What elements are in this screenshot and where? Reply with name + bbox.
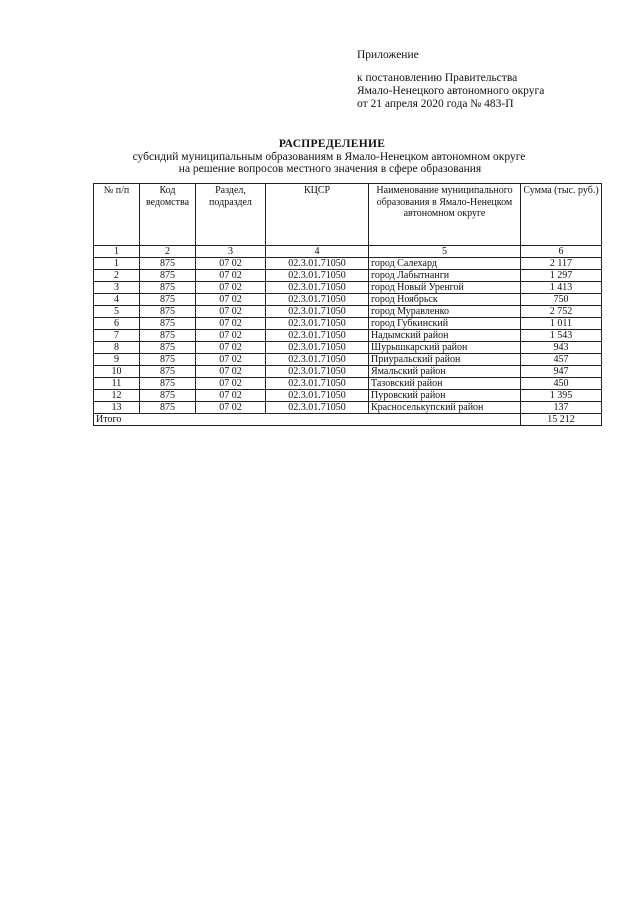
kcsr-code: 02.3.01.71050	[266, 258, 369, 270]
row-number: 7	[94, 330, 140, 342]
header-municipality: Наименование муниципального образования в Ямало-Ненецком автономном округе	[369, 184, 521, 246]
department-code: 875	[140, 390, 196, 402]
kcsr-code: 02.3.01.71050	[266, 282, 369, 294]
table-row	[94, 330, 602, 342]
kcsr-code: 02.3.01.71050	[266, 318, 369, 330]
municipality-name: город Муравленко	[369, 306, 521, 318]
amount: 457	[521, 354, 602, 366]
amount: 450	[521, 378, 602, 390]
section-code: 07 02	[196, 342, 266, 354]
total-label: Итого	[94, 414, 521, 426]
column-number: 3	[196, 246, 266, 258]
document-heading	[0, 138, 640, 176]
table-row	[94, 366, 602, 378]
row-number: 8	[94, 342, 140, 354]
table-row	[94, 258, 602, 270]
department-code: 875	[140, 366, 196, 378]
table-row	[94, 294, 602, 306]
header-number: № п/п	[94, 184, 140, 246]
header-department-code: Код ведомства	[140, 184, 196, 246]
department-code: 875	[140, 294, 196, 306]
row-number: 1	[94, 258, 140, 270]
row-number: 11	[94, 378, 140, 390]
amount: 2 752	[521, 306, 602, 318]
row-number: 9	[94, 354, 140, 366]
column-number-row	[94, 246, 602, 258]
department-code: 875	[140, 402, 196, 414]
attachment-resolution-line: к постановлению Правительства	[357, 72, 518, 84]
municipality-name: Тазовский район	[369, 378, 521, 390]
column-number: 2	[140, 246, 196, 258]
kcsr-code: 02.3.01.71050	[266, 378, 369, 390]
amount: 137	[521, 402, 602, 414]
row-number: 6	[94, 318, 140, 330]
attachment-label: Приложение	[357, 49, 419, 61]
municipality-name: город Салехард	[369, 258, 521, 270]
document-title: РАСПРЕДЕЛЕНИЕ	[278, 138, 386, 150]
amount: 1 413	[521, 282, 602, 294]
kcsr-code: 02.3.01.71050	[266, 270, 369, 282]
department-code: 875	[140, 330, 196, 342]
amount: 1 011	[521, 318, 602, 330]
section-code: 07 02	[196, 258, 266, 270]
municipality-name: Пуровский район	[369, 390, 521, 402]
municipality-name: Приуральский район	[369, 354, 521, 366]
total-row	[94, 414, 602, 426]
attachment-date-line: от 21 апреля 2020 года № 483-П	[357, 98, 514, 110]
municipality-name: город Ноябрьск	[369, 294, 521, 306]
column-number: 4	[266, 246, 369, 258]
section-code: 07 02	[196, 390, 266, 402]
column-number: 1	[94, 246, 140, 258]
header-section: Раздел, подраздел	[196, 184, 266, 246]
kcsr-code: 02.3.01.71050	[266, 330, 369, 342]
municipality-name: Надымский район	[369, 330, 521, 342]
table-header-row	[94, 184, 602, 246]
table-row	[94, 354, 602, 366]
department-code: 875	[140, 354, 196, 366]
kcsr-code: 02.3.01.71050	[266, 306, 369, 318]
kcsr-code: 02.3.01.71050	[266, 402, 369, 414]
municipality-name: Шурышкарский район	[369, 342, 521, 354]
row-number: 3	[94, 282, 140, 294]
document-subtitle-line1: субсидий муниципальным образованиям в Ямало-Ненецком автономном округе	[132, 150, 526, 163]
attachment-region-line: Ямало-Ненецкого автономного округа	[357, 85, 545, 97]
amount: 943	[521, 342, 602, 354]
row-number: 10	[94, 366, 140, 378]
section-code: 07 02	[196, 402, 266, 414]
kcsr-code: 02.3.01.71050	[266, 342, 369, 354]
department-code: 875	[140, 270, 196, 282]
section-code: 07 02	[196, 294, 266, 306]
department-code: 875	[140, 306, 196, 318]
table-row	[94, 378, 602, 390]
amount: 1 297	[521, 270, 602, 282]
amount: 750	[521, 294, 602, 306]
municipality-name: Ямальский район	[369, 366, 521, 378]
department-code: 875	[140, 342, 196, 354]
table-row	[94, 282, 602, 294]
header-kcsr: КЦСР	[266, 184, 369, 246]
table-row	[94, 402, 602, 414]
table-row	[94, 342, 602, 354]
department-code: 875	[140, 378, 196, 390]
section-code: 07 02	[196, 378, 266, 390]
table-row	[94, 390, 602, 402]
department-code: 875	[140, 282, 196, 294]
attachment-block	[357, 49, 544, 111]
section-code: 07 02	[196, 366, 266, 378]
column-number: 6	[521, 246, 602, 258]
municipality-name: город Лабытнанги	[369, 270, 521, 282]
section-code: 07 02	[196, 354, 266, 366]
kcsr-code: 02.3.01.71050	[266, 390, 369, 402]
row-number: 2	[94, 270, 140, 282]
table-row	[94, 306, 602, 318]
section-code: 07 02	[196, 318, 266, 330]
amount: 1 395	[521, 390, 602, 402]
section-code: 07 02	[196, 330, 266, 342]
section-code: 07 02	[196, 270, 266, 282]
row-number: 5	[94, 306, 140, 318]
document-subtitle-line2: на решение вопросов местного значения в сфере образования	[178, 163, 482, 175]
municipality-name: город Губкинский	[369, 318, 521, 330]
header-amount: Сумма (тыс. руб.)	[521, 184, 602, 246]
table-row	[94, 270, 602, 282]
column-number: 5	[369, 246, 521, 258]
row-number: 12	[94, 390, 140, 402]
kcsr-code: 02.3.01.71050	[266, 366, 369, 378]
kcsr-code: 02.3.01.71050	[266, 354, 369, 366]
department-code: 875	[140, 318, 196, 330]
table-row	[94, 318, 602, 330]
amount: 947	[521, 366, 602, 378]
row-number: 13	[94, 402, 140, 414]
kcsr-code: 02.3.01.71050	[266, 294, 369, 306]
distribution-table	[93, 183, 602, 426]
department-code: 875	[140, 258, 196, 270]
municipality-name: Красноселькупский район	[369, 402, 521, 414]
municipality-name: город Новый Уренгой	[369, 282, 521, 294]
amount: 1 543	[521, 330, 602, 342]
section-code: 07 02	[196, 306, 266, 318]
row-number: 4	[94, 294, 140, 306]
amount: 2 117	[521, 258, 602, 270]
total-amount: 15 212	[521, 414, 602, 426]
section-code: 07 02	[196, 282, 266, 294]
